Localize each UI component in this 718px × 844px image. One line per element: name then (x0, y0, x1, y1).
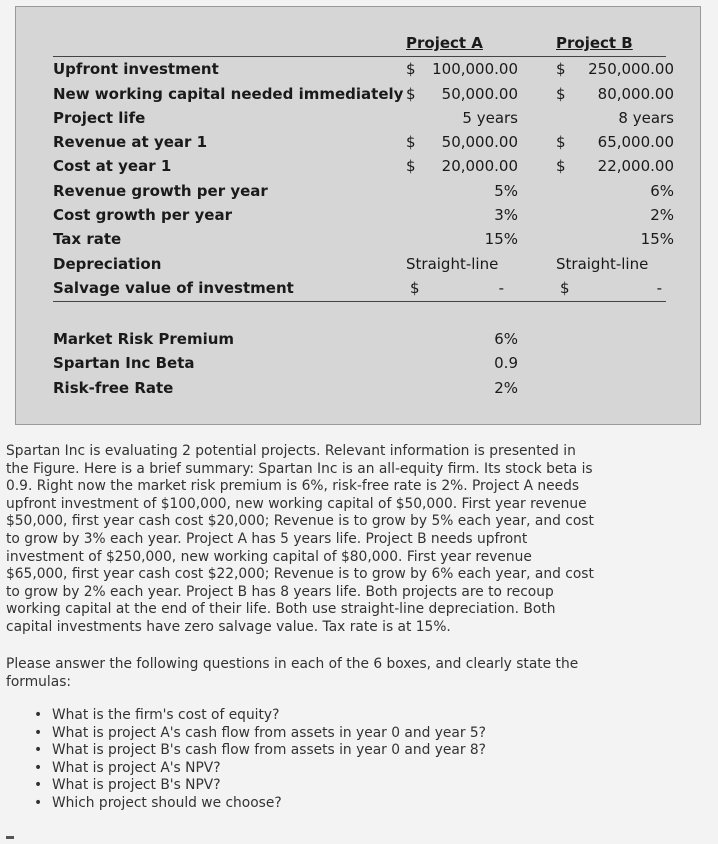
table-row: Cost at year 1 $ 20,000.00 $ 22,000.00 (16, 154, 702, 178)
row-label: Cost growth per year (53, 206, 233, 224)
market-label: Risk-free Rate (53, 379, 174, 397)
description-line: to grow by 2% each year. Project B has 8 years life. Both projects are to recoup (6, 583, 554, 600)
project-b-value: 8 years (618, 109, 674, 127)
table-row (16, 252, 702, 276)
table-row (16, 203, 702, 227)
description-line: Spartan Inc is evaluating 2 potential projects. Relevant information is presented in (6, 443, 576, 459)
description-line: $65,000, first year cash cost $22,000; Revenue is to grow by 6% each year, and cost (6, 566, 594, 583)
market-value: 6% (494, 330, 518, 348)
market-label: Spartan Inc Beta (53, 354, 195, 372)
row-label: Upfront investment (53, 60, 219, 78)
description-line: capital investments have zero salvage value. Tax rate is at 15%. (6, 618, 451, 635)
market-row (16, 351, 702, 375)
table-row: Salvage value of investment $ - $ - (16, 276, 702, 300)
row-label: New working capital needed immediately (53, 85, 404, 103)
market-value: 0.9 (494, 354, 518, 372)
project-b-value: 15% (640, 230, 674, 248)
project-a-value: 5% (494, 182, 518, 200)
header-project-a: Project A (406, 34, 483, 52)
description-line: $50,000, first year cash cost $20,000; Revenue is to grow by 5% each year, and cost (6, 513, 594, 530)
market-value: 2% (494, 379, 518, 397)
row-label: Cost at year 1 (53, 157, 172, 175)
row-label: Project life (53, 109, 146, 127)
description-line: the Figure. Here is a brief summary: Spartan Inc is an all-equity firm. Its stock beta is (6, 460, 593, 477)
project-table (16, 7, 702, 426)
table-row: Upfront investment $ 100,000.00 $ 250,000.00 (16, 57, 702, 81)
project-figure (15, 6, 701, 425)
project-a-value: Straight-line (406, 255, 499, 273)
row-label: Tax rate (53, 230, 122, 248)
table-header-row (16, 31, 702, 55)
instruction-line: Please answer the following questions in each of the 6 boxes, and clearly state the (6, 656, 579, 672)
description-line: to grow by 3% each year. Project A has 5 years life. Project B needs upfront (6, 530, 528, 547)
instruction-line: formulas: (6, 673, 72, 690)
description-line: working capital at the end of their life. Both use straight-line depreciation. Both (6, 601, 556, 618)
clipped-text-line (6, 835, 718, 844)
list-item: • What is the firm's cost of equity? (30, 707, 486, 725)
project-b-value: 2% (650, 206, 674, 224)
project-a-value: 3% (494, 206, 518, 224)
header-project-b: Project B (556, 34, 633, 52)
table-row (16, 227, 702, 251)
project-a-value: 5 years (462, 109, 518, 127)
list-item: • What is project A's cash flow from assets in year 0 and year 5? (30, 725, 486, 743)
market-row (16, 327, 702, 351)
project-b-value: 6% (650, 182, 674, 200)
list-item: • What is project B's cash flow from assets in year 0 and year 8? (30, 742, 486, 760)
project-b-value: Straight-line (556, 255, 649, 273)
table-row: New working capital needed immediately $ 50,000.00 $ 80,000.00 (16, 82, 702, 106)
list-item: • Which project should we choose? (30, 795, 486, 813)
problem-description (6, 443, 606, 637)
list-item: • What is project A's NPV? (30, 760, 486, 778)
market-label: Market Risk Premium (53, 330, 235, 348)
description-line: upfront investment of $100,000, new working capital of $50,000. First year revenue (6, 495, 587, 512)
row-label: Depreciation (53, 255, 162, 273)
row-label: Salvage value of investment (53, 279, 294, 297)
market-row (16, 376, 702, 400)
project-a-value: 15% (484, 230, 518, 248)
row-label: Revenue at year 1 (53, 133, 208, 151)
list-item: • What is project B's NPV? (30, 777, 486, 795)
description-line: 0.9. Right now the market risk premium is 6%, risk-free rate is 2%. Project A needs (6, 478, 580, 495)
description-line: investment of $250,000, new working capital of $80,000. First year revenue (6, 548, 532, 565)
instructions (6, 656, 606, 691)
table-row: Revenue at year 1 $ 50,000.00 $ 65,000.00 (16, 130, 702, 154)
bottom-rule (53, 301, 666, 302)
table-row (16, 179, 702, 203)
table-row (16, 106, 702, 130)
row-label: Revenue growth per year (53, 182, 268, 200)
question-list (30, 707, 486, 813)
